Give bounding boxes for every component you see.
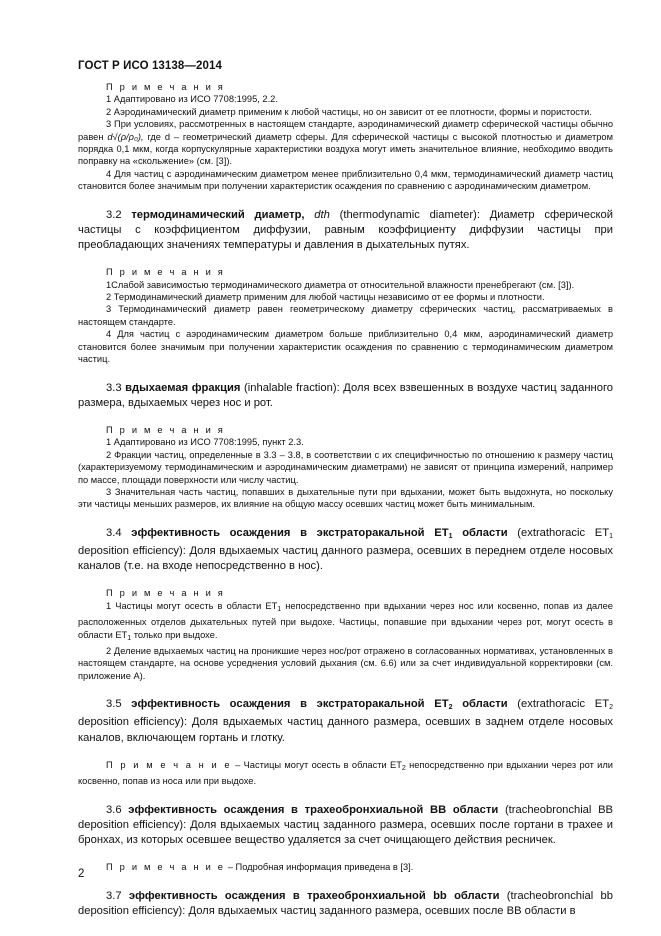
page-header-standard-title: ГОСТ Р ИСО 13138—2014 <box>78 60 223 72</box>
formula-aerodynamic-diameter: d√(ρ/ρ₀), <box>107 131 144 142</box>
note-item: 1 Адаптировано из ИСО 7708:1995, пункт 2.3. <box>106 437 304 448</box>
notes-heading: П р и м е ч а н и я <box>106 588 226 599</box>
document-body <box>78 81 613 919</box>
term-3-2: 3.2 термодинамический диаметр, dth (thermodynamic diameter): Диаметр сферической частицы с коэффициентом диффузии, равным коэффициенту диффузии частицы при преобладающих значениях температуры и давления в дыхательных путях. <box>78 208 614 252</box>
note-item: 4 Для частиц с аэродинамическим диаметром больше приблизительно 0,4 мкм, аэродинамический диаметр становится более значимым при получении характеристик осаждения по сравнению с термодинамическим диаметром частиц. <box>78 329 613 365</box>
term-3-7: 3.7 эффективность осаждения в трахеобронхиальной bb области (tracheobronchial bb deposition efficiency): Доля вдыхаемых частиц заданного размера, осевших после BB области в <box>78 889 613 917</box>
term-title: эффективность осаждения в экстраторакальной $ET_2$ области <box>131 698 508 712</box>
note-item: 3 При условиях, рассмотренных в настоящем стандарте, аэродинамический диаметр сферической частицы обычно равен d√(ρ/ρ₀), где d – геометрический диаметр сферы. Для сферической частицы с высокой плотностью и диаметром порядка 0,1 мкм, когда корпускулярные характеристики воздуха могут иметь значительное влияние, необходимо вводить поправку на «скольжение» (см. [3]). <box>78 119 613 167</box>
note-item: 2 Фракции частиц, определенные в 3.3 – 3.8, в соответствии с их специфичностью по отношению к размеру частиц (характеризуемому термодинамическим и аэродинамическим диаметрами) не зависят от принципа измерений, например по массе, площади поверхности или числу частиц. <box>78 449 613 485</box>
note-item: 2 Деление вдыхаемых частиц на проникшие через нос/рот отражено в согласованных нормативах, установленных в настоящем стандарте, на основе усреднения условий дыхания (см. 6.6) или за счет индивидуальной корректировки (см. приложение А). <box>78 646 613 681</box>
term-3-6: 3.6 эффективность осаждения в трахеобронхиальной BB области (tracheobronchial BB deposition efficiency): Доля вдыхаемых частиц заданного размера, осевших после гортани в трахее и бронхах, из которых осевшее вещество удаляется за счет очищающего действия ресничек. <box>78 803 614 847</box>
note-item: 1 Адаптировано из ИСО 7708:1995, 2.2. <box>106 94 278 105</box>
note-item: 2 Термодинамический диаметр применим для любой частицы независимо от ее формы и плотности. <box>106 292 545 303</box>
notes-heading: П р и м е ч а н и я <box>106 267 226 278</box>
term-3-5: 3.5 эффективность осаждения в экстраторакальной $ET_2$ области (extrathoracic $ET_2$ deposition efficiency): Доля вдыхаемых частиц данного размера, осевших в заднем отделе носовых каналов, включающем гортань и глотку. <box>78 698 613 744</box>
notes-heading: П р и м е ч а н и я <box>106 424 226 435</box>
note-item: 3 Значительная часть частиц, попавших в дыхательные пути при вдыхании, может быть выдохнута, но поскольку эти частицы меньших размеров, их влияние на общую массу осевших частиц может быть минимальным. <box>78 486 613 510</box>
term-title: эффективность осаждения в трахеобронхиальной BB области <box>128 803 499 816</box>
notes-block-inhalable <box>78 424 613 511</box>
note-3-5: П р и м е ч а н и е – Частицы могут осесть в области $ET_2$ непосредственно при вдыхании через рот или косвенно, попав из носа или при выдохе. <box>78 759 613 787</box>
page-number: 2 <box>78 868 85 880</box>
term-title: эффективность осаждения в трахеобронхиальной bb области <box>128 889 500 902</box>
note-item: 2 Аэродинамический диаметр применим к любой частицы, но он зависит от ее плотности, формы и пористости. <box>106 106 592 117</box>
note-item: 3 Термодинамический диаметр равен геометрическому диаметру сферических частиц, рассматриваемых в настоящем стандарте. <box>78 304 613 327</box>
note-item: 1 Частицы могут осесть в области $ET_1$ непосредственно при вдыхании через нос или косвенно, попав из далее расположенных отделов дыхательных путей при выдохе. Частицы, попавшие при вдыхании через рот, могут осесть в области $ET_1$ только при выдохе. <box>78 600 613 642</box>
term-symbol: dth <box>314 208 330 221</box>
notes-block-thermodynamic <box>78 266 613 365</box>
note-3-6: П р и м е ч а н и е – Подробная информация приведена в [3]. <box>106 862 414 873</box>
notes-heading: П р и м е ч а н и я <box>106 82 226 92</box>
term-title: вдыхаемая фракция <box>125 381 241 394</box>
note-item: 1Слабой зависимостью термодинамического диаметра от относительной влажности пренебрегают (см. [3]). <box>106 279 575 290</box>
notes-block-aerodynamic <box>78 81 613 193</box>
term-3-3: 3.3 вдыхаемая фракция (inhalable fraction): Доля всех взвешенных в воздухе частиц заданного размера, вдыхаемых через нос и рот. <box>78 381 614 409</box>
term-title: эффективность осаждения в экстраторакальной $ET_1$ области <box>131 526 508 540</box>
note-item: 4 Для частиц с аэродинамическим диаметром менее приблизительно 0,4 мкм, термодинамический диаметр частиц становится более значимым при получении характеристик осаждения по сравнению с аэродинамическим диаметром. <box>78 168 613 192</box>
notes-block-et1 <box>78 587 613 682</box>
term-title: термодинамический диаметр, <box>131 208 305 221</box>
term-3-4: 3.4 эффективность осаждения в экстраторакальной $ET_1$ области (extrathoracic $ET_1$ deposition efficiency): Доля вдыхаемых частиц данного размера, осевших в переднем отделе носовых каналов (т.е. на входе непосредственно в нос). <box>78 526 613 573</box>
